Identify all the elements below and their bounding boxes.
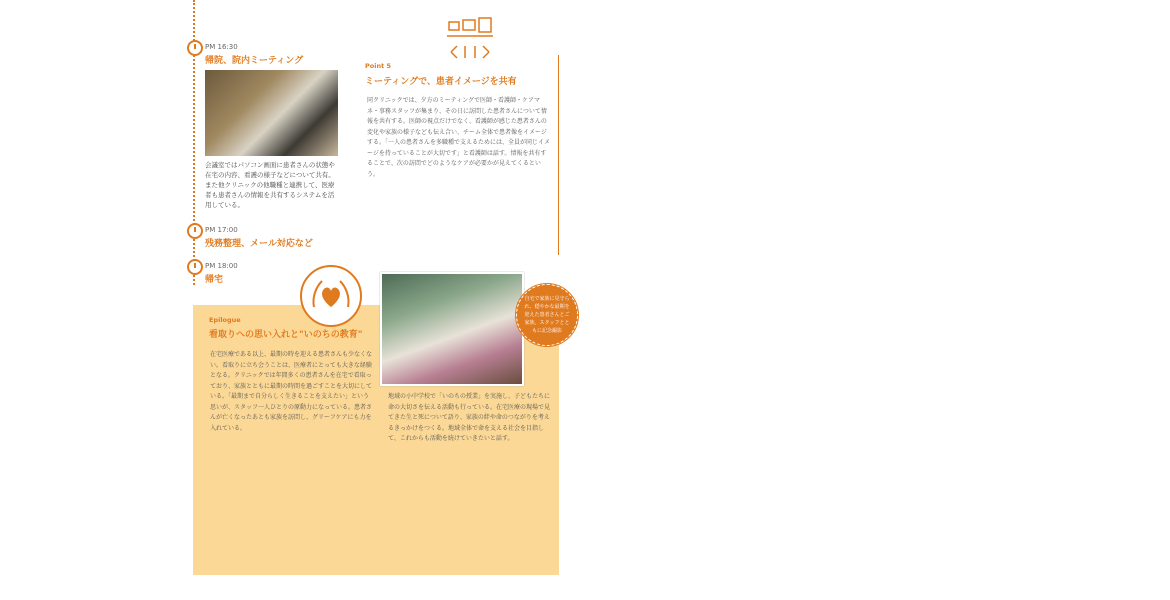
- clock-icon: [187, 40, 203, 56]
- timeline-heading: 帰宅: [205, 275, 224, 285]
- point-tag: Point 5: [365, 62, 391, 70]
- timeline-time: PM 16:30: [205, 43, 238, 51]
- point-title: ミーティングで、患者イメージを共有: [365, 77, 517, 87]
- computer-icon: [445, 16, 495, 64]
- meeting-caption: 会議室ではパソコン画面に患者さんの状態や在宅の内容、看護の様子などについて共有。また他クリニックの他職種と連携して、医療者も患者さんの情報を共有するシステムを活用している。: [205, 161, 335, 209]
- timeline-time: PM 18:00: [205, 262, 238, 270]
- meeting-photo: [205, 70, 338, 156]
- point-body: 同クリニックでは、夕方のミーティングで医師・看護師・ケアマネ・事務スタッフが集まり、その日に訪問した患者さんについて情報を共有する。医師の視点だけでなく、看護師が感じた患者さんの変化や家族の様子なども伝え合い、チーム全体で患者像をイメージする。「一人の患者さんを多職種で支えるためには、全員が同じイメージを持っていることが大切です」と看護師は話す。情報を共有することで、次の訪問でどのようなケアが必要かが見えてくるという。: [367, 97, 550, 178]
- badge-text: 自宅で家族に見守られ、穏やかな最期を迎えた患者さんとご家族。スタッフとともに記念撮影: [524, 296, 570, 334]
- epilogue-title: 看取りへの思い入れと"いのちの教育": [209, 330, 363, 340]
- divider-line: [558, 55, 559, 255]
- clock-icon: [187, 259, 203, 275]
- timeline-time: PM 17:00: [205, 226, 238, 234]
- timeline-heading: 帰院、院内ミーティング: [205, 56, 304, 66]
- heart-hands-icon: [300, 265, 362, 327]
- timeline-heading: 残務整理、メール対応など: [205, 239, 313, 249]
- epilogue-column-1: 在宅医療である以上、最期の時を迎える患者さんも少なくない。看取りに立ち会うことは、医療者にとっても大きな経験となる。クリニックでは年間多くの患者さんを在宅で看取っており、家族とともに最期の時間を過ごすことを大切にしている。「最期まで自分らしく生きることを支えたい」という思いが、スタッフ一人ひとりの原動力になっている。患者さんが亡くなったあとも家族を訪問し、グリーフケアにも力を入れている。: [210, 351, 373, 432]
- photo-caption-badge: [516, 284, 578, 346]
- epilogue-column-2: 地域の小中学校で「いのちの授業」を実施し、子どもたちに命の大切さを伝える活動も行っている。在宅医療の現場で見てきた生と死について語り、家族の絆や命のつながりを考えるきっかけをつくる。地域全体で命を支える社会を目指して、これからも活動を続けていきたいと話す。: [388, 393, 551, 442]
- epilogue-tag: Epilogue: [209, 316, 241, 324]
- clock-icon: [187, 223, 203, 239]
- family-photo: [380, 272, 524, 386]
